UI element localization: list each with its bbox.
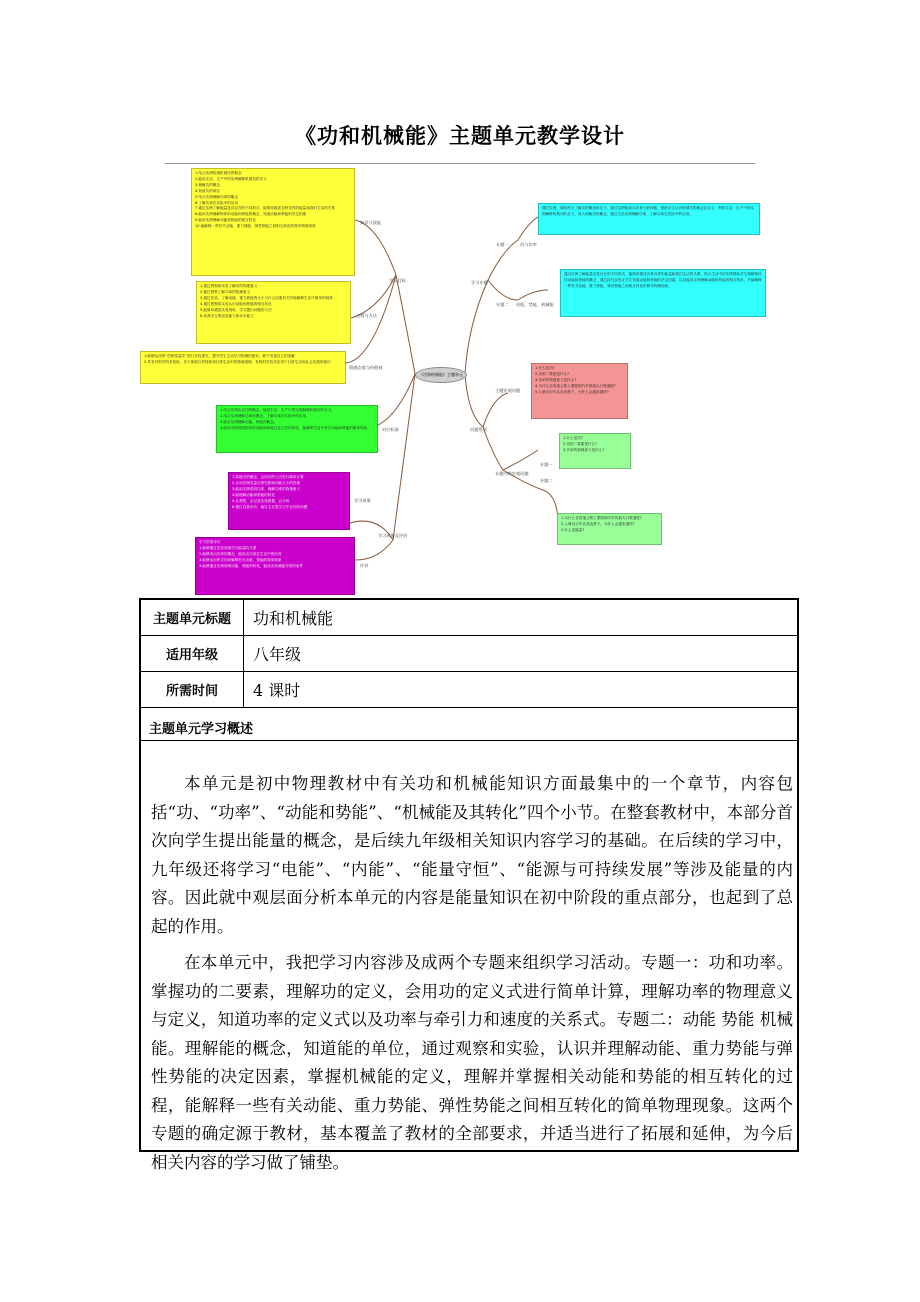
evaluation-text: 学习效果评价 1.能够通过实验说明功与能量的关系 2.能够说出功率的概念，能说出功率在生活中的应用 3.能够运用所学知识解释有关动能、势能的简单现象 4.能够通过实例说明动能、势能的转化，能说出机械能守恒的条件 [199, 540, 304, 568]
label-themes: 学习专题 [471, 280, 488, 285]
label-goals: 学习目标 [389, 278, 406, 283]
row-value: 八年级 [253, 645, 302, 664]
table-row [141, 672, 797, 708]
table-row [141, 600, 797, 636]
label-standards: 对应标准 [382, 427, 399, 432]
mind-map [138, 165, 798, 595]
results-text: 1.知道功的概念，会用功的公式进行简单计算 2.会用控制变量法探究影响动能大小的因素 3.能用实例说明功率，理解功率的物理意义 4.能理解动能和势能的转化 5.会观察，会记录实验数据，会分析 6.通过自我评价，能自主反思学习中存在的问题 [232, 475, 308, 509]
theme1-questions-box [559, 433, 631, 469]
overview-paragraph-1: 本单元是初中物理教材中有关功和机械能知识方面最集中的一个章节，内容包括“功、“功率”、“动能和势能”、“机械能及其转化”四个小节。在整套教材中，本部分首次向学生提出能量的概念，是后续九年级相关知识内容学习的基础。在后续的学习中，九年级还将学习“电能”、“内能”、“能量守恒”、“能源与可持续发展”等涉及能量的内容。因此就中观层面分析本单元的内容是能量知识在初中阶段的重点部分，也起到了总起的作用。 [151, 774, 793, 936]
theme2-detail-box [560, 269, 766, 317]
emotion-goals-text: 1.能够运用所“控制变量法”进行实验探究，提升学生主动学习物理的意识，敢于发表自己的见解 2.具有对科学的求知欲，乐于探索自然现象和日常生活中的物理道理，有将科学技术应用于日常生活和社会实践的意识 [144, 354, 331, 364]
standards-text: 1.结合实例认识功的概念，能用生活、生产中的实例解释机械功的含义。 2.结合实例理解功率的概念，了解功率在实际中的应用。 3.能用实例理解动能、势能的概念。 4.能用实例说明物体的动能和势能以及它们的转化，能解释生活中有关动能和势能的简单现象。 [220, 408, 371, 430]
overview-paragraph-2: 在本单元中，我把学习内容涉及成两个专题来组织学习活动。专题一：功和功率。掌握功的二要素，理解功的定义，会用功的定义式进行简单计算，理解功率的物理意义与定义，知道功率的定义式以及功率与牵引力和速度的关系式。专题二：动能 势能 机械能。理解能的概念，知道能的单位，通过观察和实验，认识并理解动能、重力势能与弹性势能的决定因素，掌握机械能的定义，理解并掌握相关动能和势能的相互转化的过程，能解释一些有关动能、重力势能、弹性势能之间相互转化的简单物理现象。这两个专题的确定源于教材，基本覆盖了教材的全部要求，并适当进行了拓展和延伸，为今后相关内容的学习做了铺垫。 [151, 953, 793, 1172]
label-guiding: 主题宏观问题 [495, 388, 521, 393]
label-questions: 问题系列 [470, 427, 487, 432]
row-label: 适用年级 [141, 636, 244, 671]
row-label: 主题单元标题 [141, 600, 244, 635]
results-box [228, 472, 350, 530]
label-knowledge: 知识与技能 [360, 220, 381, 225]
title-divider [165, 163, 755, 164]
label-eval: 评价 [360, 563, 369, 568]
theme1-questions-text: 1.什么是功? 2.功的二要素是什么? 3.功率的物理意义是什么? [563, 436, 605, 452]
knowledge-goals-box [191, 168, 355, 276]
evaluation-box [195, 537, 355, 595]
theme2-detail-text: 通过实例了解能量及其存在的不同形式，能简单描述各种各样的能量和我们生活的关系，结合生活中的实例帮助学生理解物体的动能和势能的概念，通过探究实验让学生知道动能和势能的决定因素，以及能用实例理解动能和势能的相互转化，并能解释一些有关动能、重力势能、弹性势能之间相互转化的简单物理现象。 [564, 272, 762, 288]
row-value: 4 课时 [253, 681, 301, 700]
label-theme1: 专题一 [496, 242, 509, 247]
knowledge-goals-text: 1.结合实例知道机械功的概念 2.能用生活、生产中的实例解释机械功的含义 3.理解功的概念 4.知道功的单位 5.结合实例理解功率的概念 6.了解功率在实际中的应用 7.通过实例了解能量及其存在的不同形式，能简单描述各种各样的能量和我们生活的关系 8.能用实例理解物体的动能和势能的概念，知道动能和势能的决定因素 9.能用实例理解动能和势能的相互转化 10.能解释一些有关动能、重力势能、弹性势能之间相互转化的简单物理现象 [195, 171, 335, 229]
process-goals-text: 1.通过观察和实验了解功的物理意义 2.通过观察了解功率的物理意义 3.通过实验，了解动能、重力势能的大小与什么因素有关并能解释生活中简单的现象 4.通过观察和实验认识动能和势能的相互转化 5.能简单描述实验现象，学习提出问题的方法 6.培养学生的创造能力和动手能力 [200, 284, 333, 318]
row-value: 功和机械能 [253, 609, 334, 628]
label-theme2: 专题二 [496, 302, 509, 307]
overview-body [151, 770, 793, 1185]
label-cq1: 专题一 [540, 462, 553, 467]
theme2-questions-box [557, 513, 662, 545]
label-results-eval: 学习成果及评价 [378, 533, 408, 538]
unit-info-table [139, 598, 799, 1172]
mind-map-center: 《功和机械能》主题单元 [415, 367, 467, 383]
overview-label: 主题单元学习概述 [149, 722, 254, 737]
emotion-goals-box [140, 351, 346, 384]
table-row [141, 636, 797, 672]
label-theme1-name: 功与功率 [520, 242, 537, 247]
label-content-questions: 专题内容宏观问题 [495, 471, 529, 476]
guiding-questions-text: 1.什么是功? 2.功的二要素是什么? 3.功率的物理意义是什么? 4.为什么在高速公路上要限制汽车的最大行驶速度? 5.人骑自行车从高处滑下，为什么会越来越快? [535, 366, 616, 394]
label-process: 过程与方法 [356, 313, 377, 318]
label-cq2: 专题二 [540, 478, 553, 483]
label-results: 学习成果 [354, 498, 371, 503]
theme1-detail-box [538, 203, 760, 235]
process-goals-box [196, 281, 351, 344]
theme1-detail-text: 通过实例，课前预习了解功的概念和定义，通过实例和演示或者分析问题，帮助学生认识机械功的概念及含义，利用生活、生产中的实例解释机械功的含义，深入理解功的概念，通过生活实例理解功率，了解功率在实际中的应用。 [542, 206, 755, 216]
standards-box [216, 405, 378, 453]
label-theme2-name: 动能、势能、机械能 [516, 302, 554, 307]
row-label: 所需时间 [141, 672, 244, 707]
theme2-questions-text: 1.为什么在高速公路上要限制汽车的最大行驶速度? 2.人骑自行车从高处滑下，为什么会越来越快? 3.什么是能量? [561, 516, 642, 532]
page-title: 《功和机械能》主题单元教学设计 [295, 124, 625, 148]
guiding-questions-box [531, 363, 628, 419]
label-emotion: 情感态度与价值观 [349, 365, 383, 370]
